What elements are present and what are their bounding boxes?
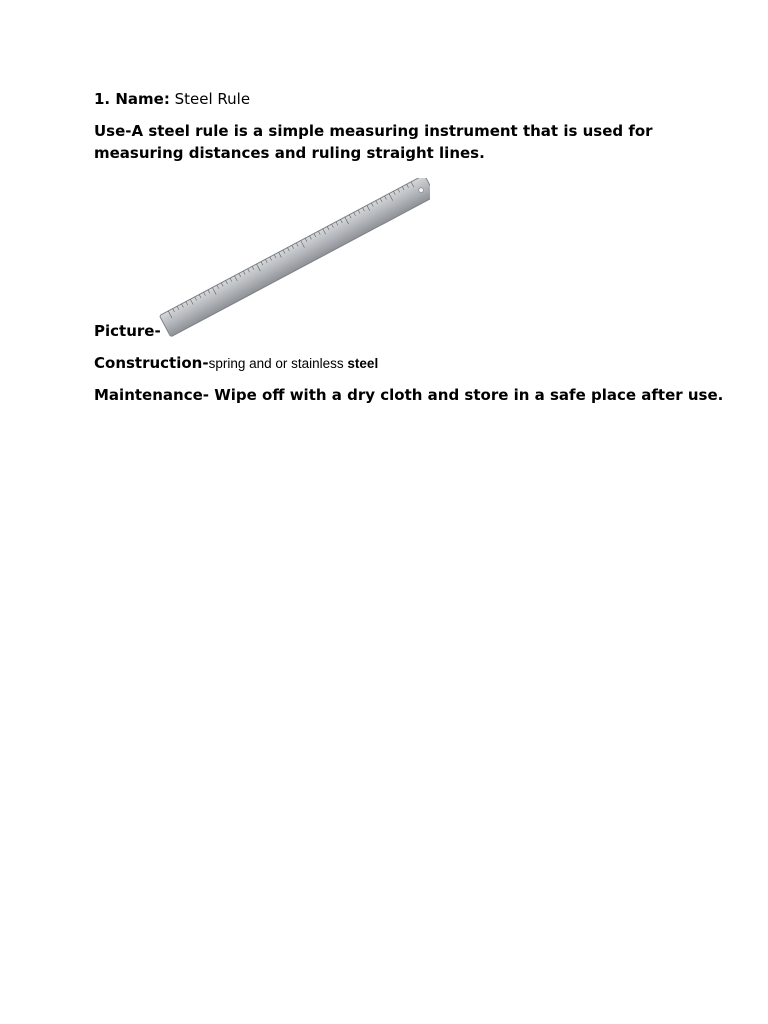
use-description: Use-A steel rule is a simple measuring instrument that is used for measuring distances and ruling straight lines.: [94, 122, 653, 162]
maintenance-line: Maintenance- Wipe off with a dry cloth and store in a safe place after use.: [94, 386, 724, 404]
steel-ruler-picture: [158, 178, 430, 338]
ruler-body: [159, 178, 430, 337]
steel-ruler-svg: [158, 178, 430, 338]
picture-label: Picture-: [94, 322, 161, 340]
construction-tail: steel: [347, 356, 379, 371]
name-label: 1. Name:: [94, 90, 170, 108]
item-name-heading: [94, 88, 250, 110]
construction-line: [94, 352, 378, 375]
name-value: Steel Rule: [174, 90, 251, 108]
construction-body: spring and or stainless: [208, 356, 348, 371]
construction-label: Construction-: [94, 354, 209, 372]
